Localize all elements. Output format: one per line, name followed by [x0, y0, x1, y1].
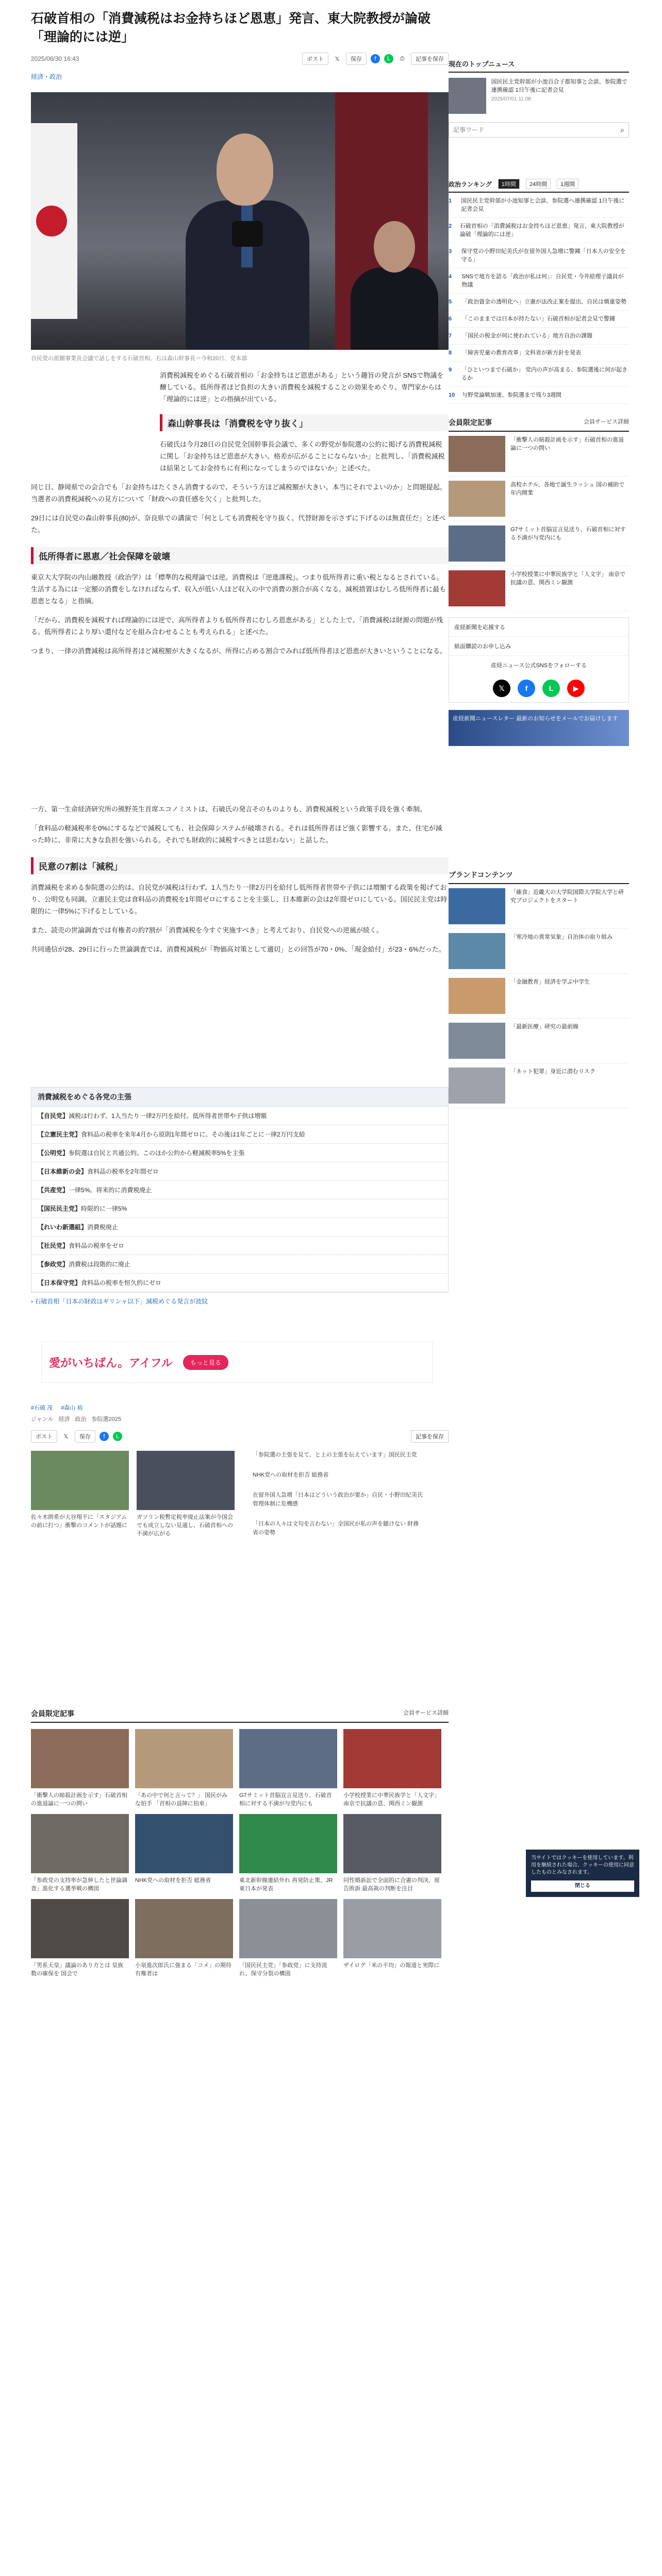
x-icon[interactable]: 𝕏	[335, 56, 340, 62]
search-icon[interactable]: ⌕	[620, 125, 624, 134]
members-more-link[interactable]: 会員サービス詳細	[584, 419, 629, 425]
inline-ad-space	[31, 657, 449, 796]
more-links	[253, 1451, 423, 1549]
paragraph: 「食料品の軽減税率を0%にするなどで減税しても、社会保障システムが破壊される。それは低所得者ほど強く影響する。また、住宅が減った時に、非常に大きな負担を強いられる。それでも財政的に減税すべきとは思わない」と話した。	[31, 824, 442, 844]
post-button[interactable]: ポスト	[31, 1430, 57, 1443]
ad-cta-button[interactable]: もっと見る	[183, 1355, 228, 1370]
text-link[interactable]: NHK党への取材を拒否 総務省	[253, 1472, 329, 1478]
genre-label: ジャンル	[31, 1416, 54, 1422]
member-card[interactable]: 小泉進次郎氏に強まる「コメ」の期待 有権者は	[135, 1899, 233, 1978]
top-news-thumbnail	[449, 78, 486, 114]
follow-box	[449, 617, 629, 703]
member-card[interactable]: NHK党への取材を拒否 総務省	[135, 1814, 233, 1893]
text-link[interactable]: 在留外国人急増「日本はどういう政治が要か」自民・小野田紀美氏 管理体制に危機感	[253, 1492, 423, 1507]
section-heading-1: 森山幹事長は「消費税を守り抜く」	[160, 414, 449, 431]
share-bar	[302, 53, 449, 65]
bookmark-button[interactable]: 保存	[346, 53, 367, 65]
facebook-icon[interactable]: f	[100, 1432, 109, 1441]
follow-caption: 産経ニュース公式SNSをフォローする	[491, 663, 587, 669]
related-article-link[interactable]: › 石破首相「日本の財政はギリシャ以下」減税めぐる発言が波紋	[31, 1298, 208, 1305]
members-sidebar-header: 会員限定記事 会員サービス詳細	[449, 417, 629, 432]
newsletter-banner[interactable]: 産経新聞ニュースレター 最新のお知らせをメールでお届けします	[449, 710, 629, 746]
ranking-item[interactable]: 6 「このままでは日本が持たない」石破首相が記者会見で警鐘	[449, 311, 629, 328]
article-main	[31, 0, 449, 1978]
paragraph: 共同通信が28、29日に行った世論調査では、消費税減税が「物価高対策として適切」との回答が70・0%、「現金給付」が23・6%だった。	[31, 945, 445, 953]
members-grid	[31, 1729, 449, 1978]
brand-item[interactable]: 「寒冷地の異常気象」自治体の取り組み	[449, 929, 629, 974]
paragraph: 石破氏は今月28日の自民党全国幹事長会議で、多くの野党が参院選の公約に掲げる消費税減税に関し「お金持ちほど恩恵が大きい。格差が広がることにならないか」と批判し、「消費税減税は結果としてお金持ちに有利になってしまうのではないか」と述べた。	[160, 440, 445, 472]
member-card[interactable]: 「国民民主党」「参政党」に支持流れ、保守分裂の構図	[239, 1899, 337, 1978]
publish-date: 2025/06/30 16:43	[31, 55, 79, 62]
article-title: 石破首相の「消費減税はお金持ちほど恩恵」発言、東大院教授が論破「理論的には逆」	[31, 11, 431, 44]
x-icon[interactable]: 𝕏	[63, 1433, 69, 1440]
tag-link[interactable]: #石破 茂	[31, 1405, 53, 1411]
photo-caption: 自民党の派閥事業長会議で話しをする石破首相。右は森山幹事長＝今和20日、党本部	[31, 355, 247, 362]
ranking-item[interactable]: 4 SNSで地方を語る「政治が私は何」：自民党・今井絵理子議員が物議	[449, 268, 629, 294]
ranking-title: 政治ランキング	[449, 180, 492, 188]
summary-row: 【社民党】食料品の税率をゼロ	[31, 1236, 448, 1255]
x-icon[interactable]: 𝕏	[493, 680, 510, 697]
member-card[interactable]: 小学校授業に中華民族学と「人文字」 南京で抗議の意、関西ミン観測	[343, 1729, 441, 1808]
paragraph: つまり、一律の消費減税は高所得者ほど減税額が大きくなるが、所得に占める割合でみれば低所得者ほど恩恵が大きいということになる。	[31, 647, 447, 655]
ranking-item[interactable]: 3 保守党の小野田紀美氏が在留外国人急増に警鐘「日本人の安全を守る」	[449, 243, 629, 268]
line-icon[interactable]: L	[542, 680, 560, 697]
sns-icons	[449, 674, 628, 702]
member-card[interactable]: 「男系天皇」議論のあり方とは 皇族数の確保を 国会で	[31, 1899, 129, 1978]
paragraph: また、読売の世論調査では有権者の約7割が「消費減税を今すぐ実施すべき」と考えており、自民党への逆風が続く。	[31, 926, 383, 934]
ranking-item[interactable]: 10 与野党論戦加速、参院選まで残り3週間	[449, 387, 629, 404]
related-section	[31, 1451, 449, 1621]
paragraph: 「だから、消費税を減税すれば理論的には逆で、高所得者よりも低所得者にむしろ恩恵がある」とした上で、「消費減税は財源の問題が残る。低所得者により厚い還付などを組み合わせることも考えられる」と述べた。	[31, 616, 443, 636]
ranking-item[interactable]: 5 「政治資金の透明化へ」立憲が法改正案を提出、自民は慎重姿勢	[449, 294, 629, 311]
brand-content-header: ブランドコンテンツ	[449, 870, 629, 884]
party-summary-box	[31, 1087, 449, 1293]
ranking-item[interactable]: 2 石破首相の「消費減税はお金持ちほど恩恵」発言、東大院教授が論破「理論的には逆」	[449, 218, 629, 243]
ranking-item[interactable]: 8 「障害児童の教育改革」文科省が新方針を発表	[449, 345, 629, 362]
related-card[interactable]: 佐々木朗希が大谷翔平に「スタジアムの前に打つ」衝撃のコメントが話題に	[31, 1451, 129, 1530]
summary-row: 【参政党】消費税は段階的に廃止	[31, 1255, 448, 1274]
text-link[interactable]: 「日本の人々は文句を言わない」全国民が私の声を聴けない 財務省の姿勢	[253, 1521, 419, 1536]
cookie-notice: 当サイトではクッキーを使用しています。利用を継続された場合、クッキーの使用に同意したものとみなされます。 閉じる	[526, 1850, 639, 1897]
facebook-icon[interactable]: f	[371, 54, 380, 63]
line-icon[interactable]: L	[384, 54, 393, 63]
summary-row: 【共産党】一律5%。将来的に消費税廃止	[31, 1181, 448, 1199]
summary-heading: 消費減税をめぐる各党の主張	[31, 1088, 448, 1107]
paragraph: 同じ日、静岡県での会合でも「お金持ちはたくさん消費するので、そういう方ほど減税額が大きい。本当にそれでよいのか」と問題提起。当選者の消費税減税への見方について「財政への責任感を欠く」と批判した。	[31, 483, 446, 503]
bookmark-button[interactable]: 保存	[75, 1430, 95, 1443]
brand-item[interactable]: 「最新医療」研究の最前線	[449, 1019, 629, 1063]
tab-1week[interactable]: 1週間	[557, 179, 578, 189]
save-article-button[interactable]: 記事を保存	[411, 53, 449, 65]
summary-row: 【公明党】参院選は自民と共通公約。このほか公約から軽減税率5%を主張	[31, 1144, 448, 1162]
youtube-icon[interactable]: ▶	[567, 680, 585, 697]
brand-item[interactable]: 「金融教育」経済を学ぶ中学生	[449, 974, 629, 1019]
brand-item[interactable]: 「ネット犯罪」身近に潜むリスク	[449, 1063, 629, 1108]
cookie-close-button[interactable]: 閉じる	[531, 1880, 634, 1892]
subscribe-link[interactable]: 紙面購読のお申し込み	[449, 637, 628, 656]
support-link[interactable]: 産経新聞を応援する	[449, 618, 628, 637]
sidebar	[449, 0, 634, 1889]
search-input[interactable]	[453, 126, 620, 133]
top-news-heading: 現在のトップニュース	[449, 59, 629, 73]
related-card[interactable]: ガソリン税暫定税率廃止法案が今国会でも成立しない見通し、石破首相への不満が広がる	[137, 1451, 235, 1538]
text-link[interactable]: 「参院選の主張を見て、と上の主張を伝えています」国民民主党	[253, 1452, 417, 1458]
member-card[interactable]: 「あの中で何と言って？」 国民がみな拍手 「首相の退陣に拍車」	[135, 1729, 233, 1808]
secondary-figure	[351, 221, 438, 350]
paragraph: 東京大大学院の内山融教授（政治学）は「標準的な税理論では逆。消費税は『逆進課税』。つまり低所得者に重い税となるとされている。生活する為には一定額の消費をしなければならず、収入が低い人ほど収入の中で消費の割合が高くなる。減税措置はむしろ低所得者に最も恩恵となる」と指摘。	[31, 573, 446, 605]
tag-list	[31, 1403, 449, 1412]
line-icon[interactable]: L	[113, 1432, 122, 1441]
member-item[interactable]: G7サミット首脳宣言見送り、石破首相に対する不満が与党内にも	[449, 521, 629, 566]
summary-row: 【日本保守党】食料品の税率を恒久的にゼロ	[31, 1274, 448, 1292]
member-card[interactable]: G7サミット首脳宣言見送り、石破首相に対する不満が与党内にも	[239, 1729, 337, 1808]
ranking-item[interactable]: 1 国民民主党幹部が小池知事と会談、参院選へ連携確認 1日午後に記者会見	[449, 193, 629, 218]
member-card[interactable]: 東北新幹線連結外れ 再発防止策、JR東日本が発表	[239, 1814, 337, 1893]
related-thumbnail	[137, 1451, 235, 1510]
top-news-item[interactable]: 国民民主党幹部が小池百合子都知事と会談、参院選で連携確認 1日午後に記者会見 2025/07/01 11:08	[449, 78, 629, 114]
member-card[interactable]: ザイログ「米の平均」の報道と実際に	[343, 1899, 441, 1978]
chevron-right-icon: ›	[31, 1298, 35, 1305]
tag-link[interactable]: #森山 裕	[61, 1405, 83, 1411]
print-icon[interactable]: ⎙	[400, 55, 405, 62]
ranking-item[interactable]: 7 「国民の税金が何に使われている」地方自治の課題	[449, 328, 629, 345]
summary-row: 【日本維新の会】食料品の税率を2年間ゼロ	[31, 1162, 448, 1181]
ranking-item[interactable]: 9 「ひといつまで石破か」 党内の声が高まる、参院選後に何が起きるか	[449, 362, 629, 387]
summary-row: 【立憲民主党】食料品の税率を来年4月から原則1年間ゼロに。その後は1年ごとに一律2万円支給	[31, 1125, 448, 1144]
save-article-button[interactable]: 記事を保存	[411, 1430, 449, 1443]
article-meta	[31, 53, 449, 65]
paragraph: 一方、第一生命経済研究所の熊野英生首席エコノミストは、石破氏の発言そのものよりも、消費税減税という政策手段を強く牽制。	[31, 805, 427, 813]
genre-list	[31, 1415, 449, 1423]
paragraph: 29日には自民党の森山幹事長(80)が、奈良県での講演で「何としても消費税を守り抜く。代替財源を示さずに下げるのは無責任だ」と述べた。	[31, 514, 446, 534]
members-feature-title: 会員限定記事	[31, 1709, 74, 1718]
member-card[interactable]: 「参政党の支持率が急伸したと世論調査」進化する選挙戦の構図	[31, 1814, 129, 1893]
member-item[interactable]: 高校ホテル、各地で誕生ラッシュ 国の補助で年内開業	[449, 477, 629, 521]
section-heading-2: 低所得者に恩恵／社会保障を破壊	[31, 547, 449, 564]
genre-link[interactable]: 政治	[75, 1416, 87, 1422]
member-card[interactable]: 「衝撃人の暗殺計画を示す」石破首相の進退論に一つの問い	[31, 1729, 129, 1808]
genre-link[interactable]: 参院選2025	[91, 1416, 121, 1422]
article-lead: 消費税減税をめぐる石破首相の「お金持ちほど恩恵がある」という趣旨の発言が SNSで物議を醸している。低所得者ほど負担の大きい消費税を減税することの効果をめぐり、専門家からは「理論的には逆」との指摘が出ている。	[160, 371, 444, 403]
summary-row: 【自民党】減税は行わず、1人当たり一律2万円を給付。低所得者世帯や子供は増額	[31, 1107, 448, 1125]
article-photo	[31, 92, 449, 350]
tab-1hour[interactable]: 1時間	[498, 179, 520, 189]
summary-row: 【国民民主党】時限的に一律5%	[31, 1199, 448, 1218]
spacer	[31, 955, 449, 1074]
ranking-list	[449, 193, 629, 404]
bottom-share-bar	[31, 1430, 449, 1443]
article-category[interactable]: 経済・政治	[31, 73, 62, 80]
section-heading-3: 民意の7割は「減税」	[31, 857, 449, 874]
related-thumbnail	[31, 1451, 129, 1510]
facebook-icon[interactable]: f	[518, 680, 535, 697]
member-item[interactable]: 小学校授業に中華民族学と「人文字」 南京で抗議の意、関西ミン観測	[449, 566, 629, 611]
paragraph: 消費減税を求める参院選の公約は、自民党が減税は行わず、1人当たり一律2万円を給付し低所得者世帯や子供には増額する政策を掲げており、公明党も同調。立憲民主党は食料品の消費税を1年間ゼロにすることを主張し、日本維新の会は2年間ゼロにしている。国民民主党は時限的に一律5%に下げるとしている。	[31, 884, 448, 915]
microphones	[232, 221, 263, 247]
brand-item[interactable]: 「確食」近畿大の大学院国際大学院大学と研究プロジェクトをスタート	[449, 884, 629, 929]
members-feature	[31, 1708, 449, 1978]
ranking-header	[449, 179, 629, 193]
members-more-link[interactable]: 会員サービス詳細	[403, 1710, 449, 1716]
advertisement[interactable]	[41, 1342, 433, 1383]
tab-24hours[interactable]: 24時間	[526, 179, 551, 189]
member-item[interactable]: 「衝撃人の暗殺計画を示す」石破首相の進退論に一つの問い	[449, 432, 629, 477]
post-button[interactable]: ポスト	[302, 53, 328, 65]
flag-image	[31, 123, 77, 319]
search-box	[449, 122, 629, 138]
ad-logo: 愛がいちばん。アイフル	[49, 1356, 173, 1369]
summary-row: 【れいわ新選組】消費税廃止	[31, 1218, 448, 1236]
genre-link[interactable]: 経済	[58, 1416, 70, 1422]
member-card[interactable]: 同性婚訴訟で全面的に合憲の判決、原告敗訴 最高裁の判断を注目	[343, 1814, 441, 1893]
